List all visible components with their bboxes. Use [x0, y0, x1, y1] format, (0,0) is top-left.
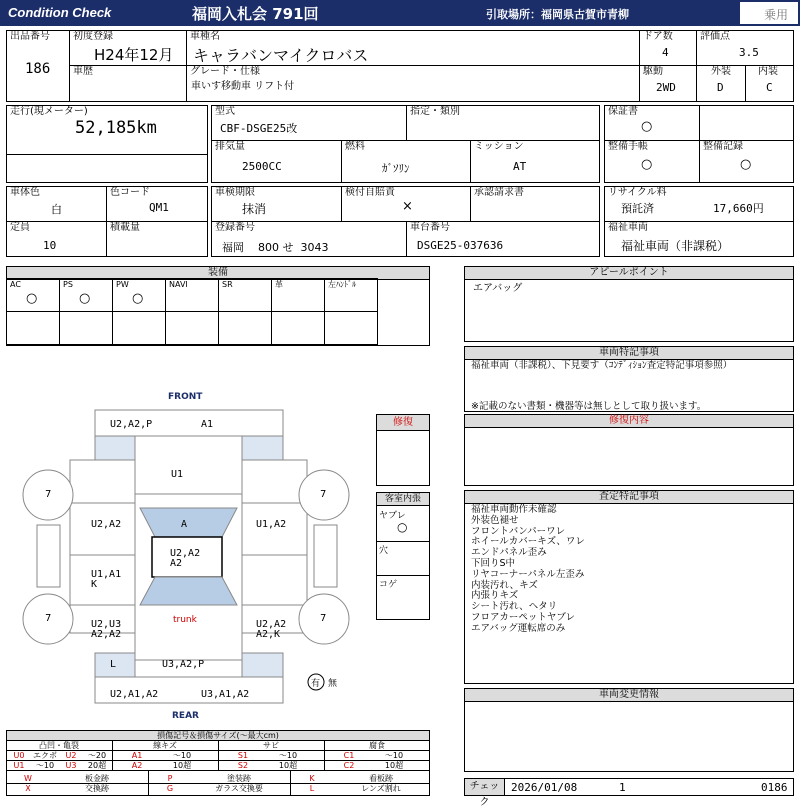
legend-group-name: 凸凹・亀裂 [39, 741, 79, 750]
exterior-label: 外装 [711, 66, 731, 77]
legend-desc: 10超 [384, 761, 404, 770]
equip-item-1 [6, 278, 60, 312]
color-code-label: 色コード [110, 187, 150, 198]
legend-code: P [167, 774, 173, 783]
legend-gridline [324, 740, 325, 770]
legend-code: A1 [131, 751, 143, 760]
self-check-cell [341, 186, 471, 222]
equip-blank-7 [324, 311, 378, 345]
damage-roof: U2,A2 A2 [170, 548, 201, 569]
load-cell [106, 221, 208, 257]
damage-rear-gate: U3,A2,P [162, 659, 205, 670]
equip-blank-6 [271, 311, 325, 345]
equip-mark: ○ [132, 291, 144, 306]
equip-blank-1 [6, 311, 60, 345]
equip-label: SR [222, 280, 233, 289]
legend-desc: ガラス交換要 [215, 784, 263, 793]
grade-value: 車いす移動車 リフト付 [191, 81, 295, 92]
legend-code: W [24, 774, 32, 783]
equip-mark: ○ [79, 291, 91, 306]
equip-label: PS [63, 280, 73, 289]
mission-value: AT [513, 160, 527, 173]
warranty-blank-cell [699, 105, 794, 141]
repair-panel [464, 414, 794, 486]
equip-item-3 [112, 278, 166, 312]
model-cell [211, 105, 407, 141]
reg-no-cell [211, 221, 407, 257]
legend-desc: 看板跡 [369, 774, 393, 783]
welfare-cell [604, 221, 794, 257]
designation-label: 指定・類別 [410, 106, 460, 117]
legend-code: S2 [237, 761, 249, 770]
inspection-notes-panel [464, 490, 794, 684]
maint-rec-mark: ○ [740, 157, 752, 172]
diagram-front-label: FRONT [168, 392, 203, 402]
change-info-title: 車両変更情報 [465, 689, 793, 702]
inspection-note: 下回りS中 [471, 557, 516, 569]
cabin-divider-1 [377, 541, 429, 542]
damage-rear-left: L [110, 659, 117, 670]
capacity-value: 10 [43, 239, 57, 252]
legend-code: C1 [343, 751, 355, 760]
grade-cell [186, 65, 640, 102]
body-color-label: 車体色 [10, 187, 40, 198]
maint-book-cell [604, 140, 700, 183]
maint-book-mark: ○ [641, 157, 653, 172]
model-label: 型式 [215, 106, 235, 117]
brand-title: Condition Check [8, 5, 112, 20]
mileage-value: 52,185km [75, 118, 157, 138]
legend-desc: 板金跡 [85, 774, 109, 783]
maint-rec-label: 整備記録 [703, 141, 743, 152]
legend-title: 損傷記号＆損傷サイズ(～最大cm) [7, 731, 429, 741]
lot-label: 出品番号 [10, 31, 50, 42]
cabin-title: 客室内張 [377, 493, 429, 506]
legend-code: U0 [13, 751, 25, 760]
cabin-row-3-label: コゲ [379, 580, 398, 590]
equip-label: AC [10, 280, 21, 289]
inspection-note: フロアカーペットヤブレ [471, 611, 576, 623]
appeal-panel [464, 266, 794, 342]
warranty-mark: ○ [641, 119, 653, 134]
history-label: 車歴 [73, 66, 93, 77]
equip-label: 革 [275, 280, 283, 289]
color-code-cell [106, 186, 208, 222]
equipment-title: 装備 [7, 267, 429, 280]
lot-cell [6, 30, 70, 102]
legend-group-name: 腐食 [369, 741, 385, 750]
score-value: 3.5 [739, 46, 759, 59]
legend-desc: 塗装跡 [227, 774, 251, 783]
legend-desc: ～10 [35, 761, 55, 770]
damage-front-left: U2,A2,P [110, 419, 153, 430]
inspection-note: 外装色褪せ [471, 514, 519, 526]
mission-cell [470, 140, 600, 183]
repair-title: 修復内容 [465, 415, 793, 428]
chassis-label: 車台番号 [410, 222, 450, 233]
legend-desc: 10超 [172, 761, 192, 770]
reg-no-value: 福岡 800 せ 3043 [222, 241, 329, 254]
equip-item-7 [324, 278, 378, 312]
drive-cell [639, 65, 697, 102]
fuel-label: 燃料 [345, 141, 365, 152]
inspection-note: フロントバンパーワレ [471, 525, 566, 537]
warranty-cell [604, 105, 700, 141]
inspection-value: 抹消 [242, 202, 267, 216]
inspection-note: シート汚れ、ヘタリ [471, 601, 558, 613]
equip-item-4 [165, 278, 219, 312]
legend-code: X [25, 784, 31, 793]
legend-desc: 10超 [278, 761, 298, 770]
legend-group-name: 線キズ [153, 741, 177, 750]
damage-right-front-door: U1,A2 [256, 519, 287, 530]
mileage-divider [7, 154, 207, 155]
damage-left-rear-door: U1,A1 K [91, 569, 122, 590]
drive-value: 2WD [656, 81, 676, 94]
legend-code: L [309, 784, 315, 793]
header-bar [0, 0, 800, 26]
displacement-value: 2500CC [242, 160, 282, 173]
chassis-cell [406, 221, 600, 257]
smoke-mark: 有 [311, 679, 321, 689]
special-title: 車両特記事項 [465, 347, 793, 360]
check-code: 0186 [761, 781, 788, 794]
pickup-location: 引取場所：福岡県古賀市青柳 [486, 8, 629, 21]
interior-label: 内装 [758, 66, 778, 77]
diagram-rear-label: REAR [172, 711, 199, 721]
chassis-value: DSGE25-037636 [417, 239, 504, 252]
welfare-label: 福祉車両 [608, 222, 648, 233]
inspection-notes-list [471, 505, 585, 635]
damage-front-right: A1 [201, 419, 214, 430]
first-reg-cell [69, 30, 187, 66]
reg-no-label: 登録番号 [215, 222, 255, 233]
displacement-cell [211, 140, 342, 183]
equip-mark: ○ [26, 291, 38, 306]
equip-label: PW [116, 280, 129, 289]
legend-code: U2 [65, 751, 77, 760]
legend-gridline [290, 770, 291, 796]
doors-label: ドア数 [643, 31, 673, 42]
self-check-value: × [402, 199, 413, 214]
legend-desc: レンズ割れ [361, 784, 401, 793]
legend-code: A2 [131, 761, 143, 770]
repair-badge-box [376, 414, 430, 486]
recycle-amount: 17,660円 [713, 202, 764, 215]
inspection-note: 内張りキズ [471, 590, 519, 602]
recycle-label: リサイクル料 [608, 187, 667, 198]
exterior-value: D [717, 81, 724, 94]
tire-rear-left: 7 [45, 613, 52, 624]
equip-item-2 [59, 278, 113, 312]
welfare-value: 福祉車両（非課税） [621, 239, 730, 253]
drive-label: 駆動 [643, 66, 663, 77]
legend-desc: エクボ [33, 751, 57, 760]
inspection-note: エンドパネル歪み [471, 547, 547, 559]
legend-group-name: サビ [263, 741, 279, 750]
inspection-note: 福祉車両動作未確認 [471, 504, 557, 515]
legend-desc: ～10 [172, 751, 192, 760]
color-code-value: QM1 [149, 201, 169, 214]
check-number: 1 [619, 781, 626, 794]
equip-blank-2 [59, 311, 113, 345]
approval-label: 承認請求書 [474, 187, 524, 198]
damage-right-quarter: U2,A2 A2,K [256, 619, 287, 640]
damage-left-quarter: U2,U3 A2,A2 [91, 619, 122, 640]
check-date: 2026/01/08 [511, 781, 578, 794]
self-check-label: 検付自賠責 [345, 187, 395, 198]
mileage-cell [6, 105, 208, 183]
equip-item-5 [218, 278, 272, 312]
fuel-cell [341, 140, 471, 183]
legend-code: U1 [13, 761, 25, 770]
legend-desc: 20超 [87, 761, 107, 770]
auction-title: 福岡入札会 791回 [192, 5, 319, 23]
damage-left-front-door: U2,A2 [91, 519, 122, 530]
appeal-text: エアバッグ [473, 283, 523, 294]
cabin-row-1-label: ヤブレ [379, 511, 406, 521]
tire-rear-right: 7 [320, 613, 327, 624]
equip-blank-5 [218, 311, 272, 345]
footer-bar [464, 778, 794, 808]
equip-label: NAVI [169, 280, 188, 289]
inspection-notes-title: 査定特記事項 [465, 491, 793, 504]
legend-code: S1 [237, 751, 249, 760]
maint-book-label: 整備手帳 [608, 141, 648, 152]
category-text: 乗用 [764, 8, 789, 22]
tire-front-right: 7 [320, 489, 327, 500]
special-note: ※記載のない書類・機器等は無しとして取り扱います。 [471, 401, 707, 412]
history-cell [69, 65, 187, 102]
legend-code: U3 [65, 761, 77, 770]
legend-desc: ～10 [278, 751, 298, 760]
interior-cell [745, 65, 794, 102]
vehicle-name: キャラバンマイクロバス [193, 46, 369, 65]
tire-front-left: 7 [45, 489, 52, 500]
damage-hood: U1 [171, 469, 184, 480]
load-label: 積載量 [110, 222, 140, 233]
body-color-cell [6, 186, 107, 222]
inspection-note: リヤコーナーパネル左歪み [471, 568, 585, 580]
special-text: 福祉車両（非課税）、下見要す（ｺﾝﾃﾞｨｼｮﾝ査定特記事項参照） [471, 360, 733, 371]
mileage-label: 走行(現メーター) [10, 106, 88, 117]
maint-rec-cell [699, 140, 794, 183]
check-label: チェック [465, 779, 505, 795]
damage-rear-bumper-left: U2,A1,A2 [110, 689, 159, 700]
approval-cell [470, 186, 600, 222]
grade-label: グレード・仕様 [190, 66, 260, 77]
legend-gridline [6, 770, 430, 771]
fuel-value: ｶﾞｿﾘﾝ [382, 162, 410, 175]
legend-gridline [6, 783, 430, 784]
legend-code: K [309, 774, 315, 783]
name-cell [186, 30, 640, 66]
capacity-cell [6, 221, 107, 257]
doors-value: 4 [662, 46, 669, 59]
model-value: CBF-DSGE25改 [220, 122, 298, 135]
cabin-row-2-label: 穴 [379, 546, 389, 556]
score-label: 評価点 [700, 31, 730, 42]
inspection-cell [211, 186, 342, 222]
equip-blank-4 [165, 311, 219, 345]
exterior-cell [696, 65, 746, 102]
legend-code: C2 [343, 761, 355, 770]
cabin-divider-2 [377, 575, 429, 576]
displacement-label: 排気量 [215, 141, 245, 152]
equip-blank-3 [112, 311, 166, 345]
cabin-row-1-mark: ○ [397, 520, 408, 534]
legend-gridline [148, 770, 149, 796]
legend-gridline [218, 740, 219, 770]
first-reg-value: H24年12月 [94, 46, 174, 64]
repair-badge: 修復 [377, 415, 429, 431]
appeal-title: アピールポイント [465, 267, 793, 280]
score-cell [696, 30, 794, 66]
legend-desc: ～10 [384, 751, 404, 760]
legend-gridline [112, 740, 113, 770]
warranty-label: 保証書 [608, 106, 638, 117]
name-label: 車種名 [190, 31, 220, 42]
change-info-panel [464, 688, 794, 772]
inspection-label: 車検期限 [215, 187, 255, 198]
legend-desc: ～20 [87, 751, 107, 760]
legend-desc: 交換跡 [85, 784, 109, 793]
recycle-status: 預託済 [621, 202, 654, 215]
damage-windshield: A [181, 519, 188, 530]
inspection-note: エアバッグ運転席のみ [471, 622, 566, 634]
cabin-panel [376, 492, 430, 620]
inspection-note: ホイールカバーキズ、ワレ [471, 536, 585, 548]
diagram-trunk-label: trunk [173, 615, 197, 625]
designation-cell [406, 105, 600, 141]
inspection-note: 内装汚れ、キズ [471, 579, 538, 591]
equip-label: 左ﾊﾝﾄﾞﾙ [328, 280, 356, 289]
lot-number: 186 [25, 61, 51, 77]
equip-item-6 [271, 278, 325, 312]
special-panel [464, 346, 794, 412]
body-color-value: 白 [51, 203, 62, 216]
doors-cell [639, 30, 697, 66]
mission-label: ミッション [474, 141, 524, 152]
interior-value: C [766, 81, 773, 94]
recycle-cell [604, 186, 794, 222]
first-reg-label: 初度登録 [73, 31, 113, 42]
legend-code: G [166, 784, 174, 793]
damage-rear-bumper-right: U3,A1,A2 [201, 689, 250, 700]
smoke-none: 無 [328, 679, 338, 689]
capacity-label: 定員 [10, 222, 30, 233]
